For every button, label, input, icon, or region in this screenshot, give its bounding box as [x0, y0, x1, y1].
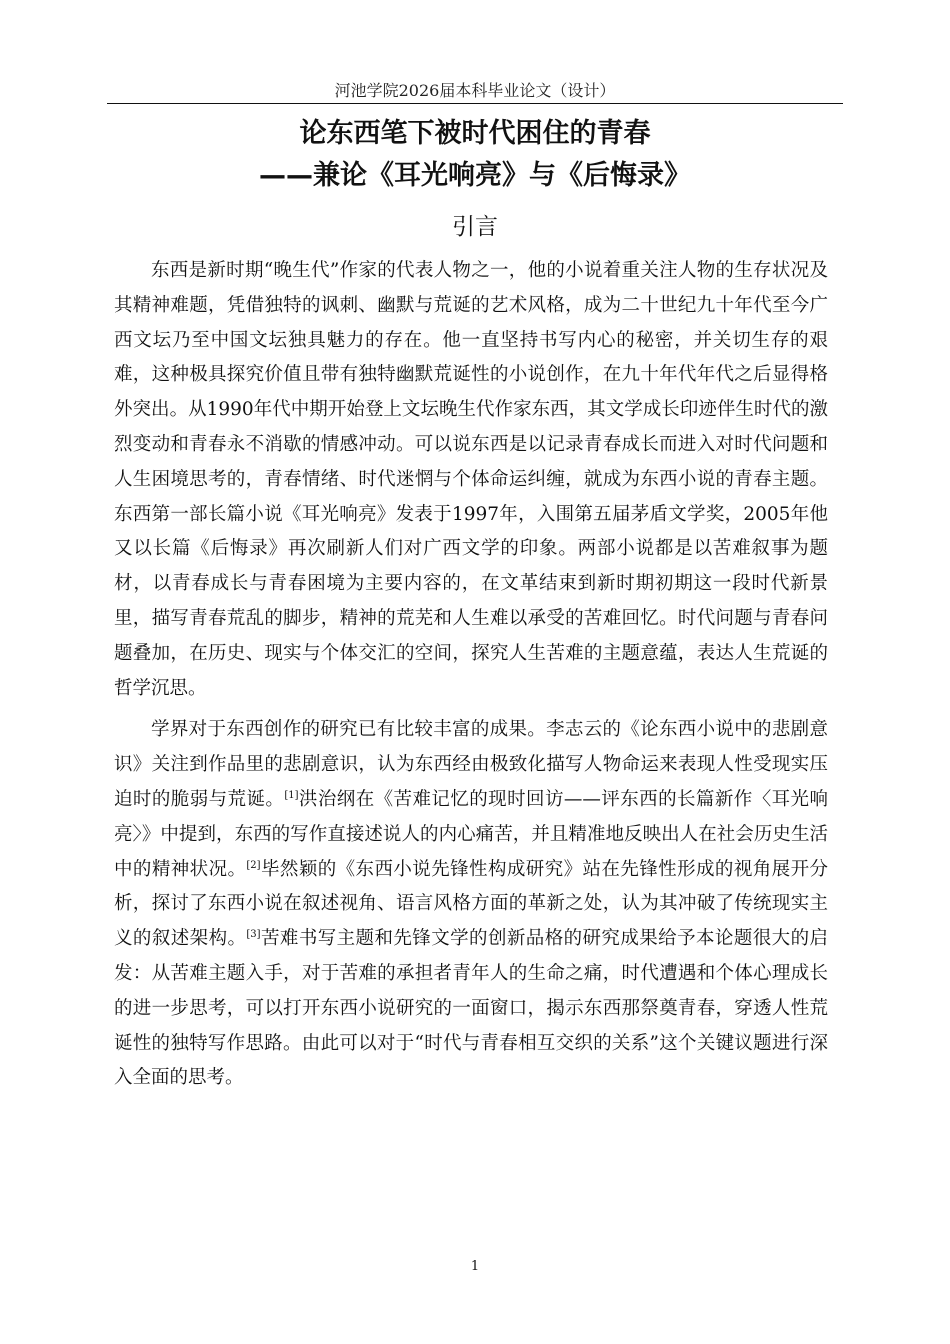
paper-subtitle: ——兼论《耳光响亮》与《后悔录》: [259, 160, 691, 191]
paragraph-text: 毕然颖的《东西小说先锋性构成研究》站在先锋性形成的视角展开分析，探讨了东西小说在叙述视角、语言风格方面的革新之处，认为其冲破了传统现实主义的叙述架构。: [114, 858, 828, 950]
page-number: 1: [470, 1259, 480, 1274]
header-rule: [107, 103, 843, 104]
citation-marker[interactable]: [1]: [284, 789, 299, 801]
paragraph-text: 苦难书写主题和先锋文学的创新品格的研究成果给予本论题很大的启发：从苦难主题入手，对于苦难的承担者青年人的生命之痛，时代遭遇和个体心理成长的进一步思考，可以打开东西小说研究的一面窗口，揭示东西那祭奠青春，穿透人性荒诞性的独特写作思路。由此可以对于“时代与青春相互交织的关系”这个关键议题进行深入全面的思考。: [114, 928, 828, 1089]
body-text: [114, 254, 828, 1103]
citation-marker[interactable]: [3]: [246, 928, 261, 940]
paragraph-text: 东西是新时期“晚生代”作家的代表人物之一，他的小说着重关注人物的生存状况及其精神难题，凭借独特的讽刺、幽默与荒诞的艺术风格，成为二十世纪九十年代至今广西文坛乃至中国文坛独具魅力的存在。他一直坚持书写内心的秘密，并关切生存的艰难，这种极具探究价值且带有独特幽默荒诞性的小说创作，在九十年代年代之后显得格外突出。从1990年代中期开始登上文坛晚生代作家东西，其文学成长印迹伴生时代的激烈变动和青春永不消歇的情感冲动。可以说东西是以记录青春成长而进入对时代问题和人生困境思考的，青春情绪、时代迷惘与个体命运纠缠，就成为东西小说的青春主题。东西第一部长篇小说《耳光响亮》发表于1997年，入围第五届茅盾文学奖，2005年他又以长篇《后悔录》再次刷新人们对广西文学的印象。两部小说都是以苦难叙事为题材，以青春成长与青春困境为主要内容的，在文革结束到新时期初期这一段时代新景里，描写青春荒乱的脚步，精神的荒芜和人生难以承受的苦难回忆。时代问题与青春问题叠加，在历史、现实与个体交汇的空间，探究人生苦难的主题意蕴，表达人生荒诞的哲学沉思。: [114, 260, 828, 699]
citation-marker[interactable]: [2]: [246, 859, 261, 871]
paragraph-literature-review: [114, 713, 828, 1096]
running-header: 河池学院2026届本科毕业论文（设计）: [334, 81, 616, 100]
paragraph-intro: [114, 254, 828, 706]
paragraph-text: 学界对于东西创作的研究已有比较丰富的成果。李志云的《论东西小说中的悲剧意识》关注到作品里的悲剧意识，认为东西经由极致化描写人物命运来表现人性受现实压迫时的脆弱与荒诞。: [114, 719, 828, 810]
paper-title: 论东西笔下被时代困住的青春: [299, 118, 651, 149]
section-heading: 引言: [452, 214, 498, 240]
paragraph-text: 洪治纲在《苦难记忆的现时回访——评东西的长篇新作〈耳光响亮〉》中提到，东西的写作直接述说人的内心痛苦，并且精准地反映出人在社会历史生活中的精神状况。: [114, 788, 828, 880]
